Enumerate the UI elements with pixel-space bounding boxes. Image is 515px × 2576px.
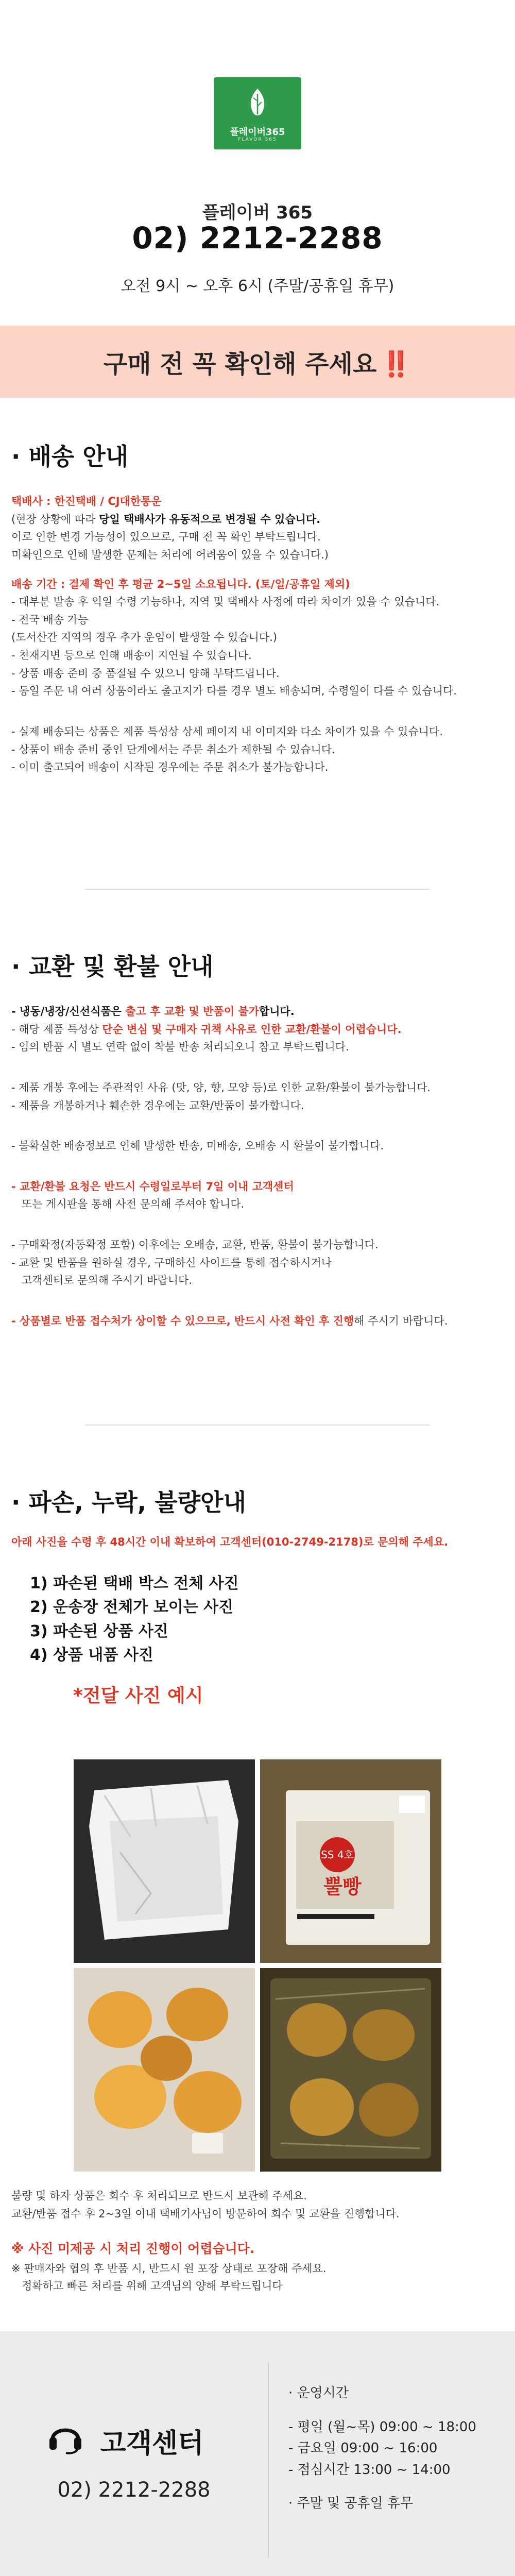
logo-text: 플레이버365 xyxy=(230,127,285,138)
shipping-title: · 배송 안내 xyxy=(11,443,129,470)
example-photo-label xyxy=(260,1759,441,1963)
damage-section xyxy=(0,1484,515,1707)
shipping-line: - 실제 배송되는 상품은 제품 특성상 상세 페이지 내 이미지와 다소 차이가 있을 수 있습니다. xyxy=(11,725,443,738)
photo-warning: ※ 사진 미제공 시 처리 진행이 어렵습니다. xyxy=(11,2241,255,2257)
customer-center-title: 고객센터 xyxy=(100,2428,204,2459)
label-mark-text: 뿔빵 xyxy=(323,1875,362,1898)
exchange-emphasis: 단순 변심 및 구매자 귀책 사유로 인한 교환/환불이 어렵습니다. xyxy=(102,1023,402,1036)
courier-note-b: 당일 택배사가 유동적으로 변경될 수 있습니다. xyxy=(99,513,321,526)
exchange-line: - 불확실한 배송정보로 인해 발생한 반송, 미배송, 오배송 시 환불이 불가합니다. xyxy=(11,1140,384,1153)
exchange-emphasis: 출고 후 교환 및 반품이 불가 xyxy=(125,1005,259,1018)
exchange-line: - 제품 개봉 후에는 주관적인 사유 (맛, 양, 향, 모양 등)로 인한 교환/환불이 불가능합니다. xyxy=(11,1081,431,1094)
logo-subtext: FLAVOR 365 xyxy=(238,137,277,142)
courier-note-a: (현장 상황에 따라 xyxy=(11,513,99,526)
exchange-line: - 교환 및 반품을 원하실 경우, 구매하신 사이트를 통해 접수하시거나 xyxy=(11,1256,332,1269)
banner-label: 구매 전 꼭 확인해 주세요 xyxy=(103,350,377,379)
exchange-text: 해 주시기 바랍니다. xyxy=(354,1315,448,1328)
exchange-emphasis: - 상품별로 반품 접수처가 상이할 수 있으므로, 반드시 사전 확인 후 진행 xyxy=(11,1315,354,1328)
exchange-line: - 제품을 개봉하거나 훼손한 경우에는 교환/반품이 불가합니다. xyxy=(11,1099,304,1112)
logo-leaf-icon xyxy=(246,87,269,120)
shipping-line: - 동일 주문 내 여러 상품이라도 출고지가 다를 경우 별도 배송되며, 수령일이 다를 수 있습니다. xyxy=(11,685,457,698)
banner-text xyxy=(104,344,411,380)
photo-example-label: *전달 사진 예시 xyxy=(73,1685,203,1706)
exchange-line: - 교환/환불 요청은 반드시 수령일로부터 7일 이내 고객센터 xyxy=(11,1180,294,1193)
header-phone: 02) 2212-2288 xyxy=(132,221,383,256)
package-contents-image xyxy=(260,1968,441,2172)
photo-list xyxy=(0,1572,515,1668)
shipping-line: 이로 인한 변경 가능성이 있으므로, 구매 전 꼭 확인 부탁드립니다. xyxy=(11,531,321,544)
damage-line: 교환/반품 접수 후 2~3일 이내 택배기사님이 방문하여 회수 및 교환을 진행합니다. xyxy=(11,2207,400,2220)
photo-list-item: 2) 운송장 전체가 보이는 사진 xyxy=(30,1598,234,1617)
customer-center-phone: 02) 2212-2288 xyxy=(57,2478,211,2502)
example-photo-grid xyxy=(74,1759,441,2172)
damage-title: · 파손, 누락, 불량안내 xyxy=(11,1488,246,1516)
shipping-line: - 이미 출고되어 배송이 시작된 경우에는 주문 취소가 불가능합니다. xyxy=(11,761,329,774)
logo xyxy=(214,77,301,149)
damage-line: 불량 및 하자 상품은 회수 후 처리되므로 반드시 보관해 주세요. xyxy=(11,2190,307,2202)
damage-line: ※ 판매자와 협의 후 반품 시, 반드시 원 포장 상태로 포장해 주세요. xyxy=(11,2262,327,2275)
hours-line: - 평일 (월~목) 09:00 ~ 18:00 xyxy=(288,2419,476,2435)
exchange-line: - 구매확정(자동확정 포함) 이후에는 오배송, 교환, 반품, 환불이 불가능합니다. xyxy=(11,1239,379,1251)
exchange-line xyxy=(0,1003,515,1021)
operating-hours xyxy=(288,2383,505,2515)
exchange-title: · 교환 및 환불 안내 xyxy=(11,953,214,980)
double-exclamation-icon: ‼️ xyxy=(381,350,412,379)
delivery-period: 배송 기간 : 결제 확인 후 평균 2~5일 소요됩니다. (토/일/공휴일 제외) xyxy=(11,578,350,590)
exchange-text: - 해당 제품 특성상 xyxy=(11,1023,102,1036)
hours-line: - 금요일 09:00 ~ 16:00 xyxy=(288,2441,438,2456)
shipping-section xyxy=(0,438,515,776)
label-tag-text: SS 4호 xyxy=(321,1849,354,1861)
courier-info: 택배사 : 한진택배 / CJ대한통운 xyxy=(11,495,162,507)
damage-notice: 아래 사진을 수령 후 48시간 이내 확보하여 고객센터(010-2749-2178)로 문의해 주세요. xyxy=(11,1536,449,1548)
shipping-line: - 상품 배송 준비 중 품절될 수 있으니 양해 부탁드립니다. xyxy=(11,667,280,680)
damaged-box-image xyxy=(74,1759,255,1963)
exchange-line: 고객센터로 문의해 주시기 바랍니다. xyxy=(11,1274,193,1287)
footer-divider xyxy=(268,2362,269,2558)
photo-list-item: 3) 파손된 상품 사진 xyxy=(30,1622,168,1640)
hours-line: - 점심시간 13:00 ~ 14:00 xyxy=(288,2462,451,2478)
exchange-line: - 임의 반품 시 별도 연락 없이 착불 반송 처리되오니 참고 부탁드립니다. xyxy=(11,1041,349,1054)
exchange-line xyxy=(0,1312,515,1330)
business-hours: 오전 9시 ~ 오후 6시 (주말/공휴일 휴무) xyxy=(121,277,394,295)
shipping-line: - 천재지변 등으로 인해 배송이 지연될 수 있습니다. xyxy=(11,649,252,662)
exchange-line: 또는 게시판을 통해 사전 문의해 주셔야 합니다. xyxy=(11,1198,245,1211)
customer-center xyxy=(0,2331,268,2576)
hours-title: · 운영시간 xyxy=(288,2385,349,2401)
exchange-section xyxy=(0,948,515,1330)
damage-line: 정확하고 빠른 처리를 위해 고객님의 양해 부탁드립니다 xyxy=(11,2280,283,2293)
notice-banner xyxy=(0,326,515,398)
example-photo-contents xyxy=(260,1968,441,2172)
brand-name: 플레이버 365 xyxy=(202,202,313,223)
example-photo-product xyxy=(74,1968,255,2172)
waybill-image xyxy=(260,1759,441,1963)
shipping-line: - 전국 배송 가능 xyxy=(11,613,89,626)
holiday-notice: · 주말 및 공휴일 휴무 xyxy=(288,2496,414,2512)
header xyxy=(0,0,515,309)
example-photo-box xyxy=(74,1759,255,1963)
shipping-line: 미확인으로 인해 발생한 문제는 처리에 어려움이 있을 수 있습니다.) xyxy=(11,548,329,561)
shipping-line: - 대부분 발송 후 익일 수령 가능하나, 지역 및 택배사 사정에 따라 차이가 있을 수 있습니다. xyxy=(11,596,440,608)
exchange-text: - 냉동/냉장/신선식품은 xyxy=(11,1005,126,1018)
photo-list-item: 1) 파손된 택배 박스 전체 사진 xyxy=(30,1574,239,1592)
damage-notes xyxy=(0,2187,515,2295)
courier-note xyxy=(0,511,515,529)
damaged-product-image xyxy=(74,1968,255,2172)
exchange-line xyxy=(0,1021,515,1039)
shipping-line: (도서산간 지역의 경우 추가 운임이 발생할 수 있습니다.) xyxy=(11,631,278,644)
section-divider xyxy=(85,1425,430,1426)
photo-list-item: 4) 상품 내품 사진 xyxy=(30,1646,153,1665)
shipping-line: - 상품이 배송 준비 중인 단계에서는 주문 취소가 제한될 수 있습니다. xyxy=(11,743,335,756)
footer xyxy=(0,2331,515,2576)
section-divider xyxy=(85,889,430,890)
exchange-text: 합니다. xyxy=(259,1005,295,1018)
